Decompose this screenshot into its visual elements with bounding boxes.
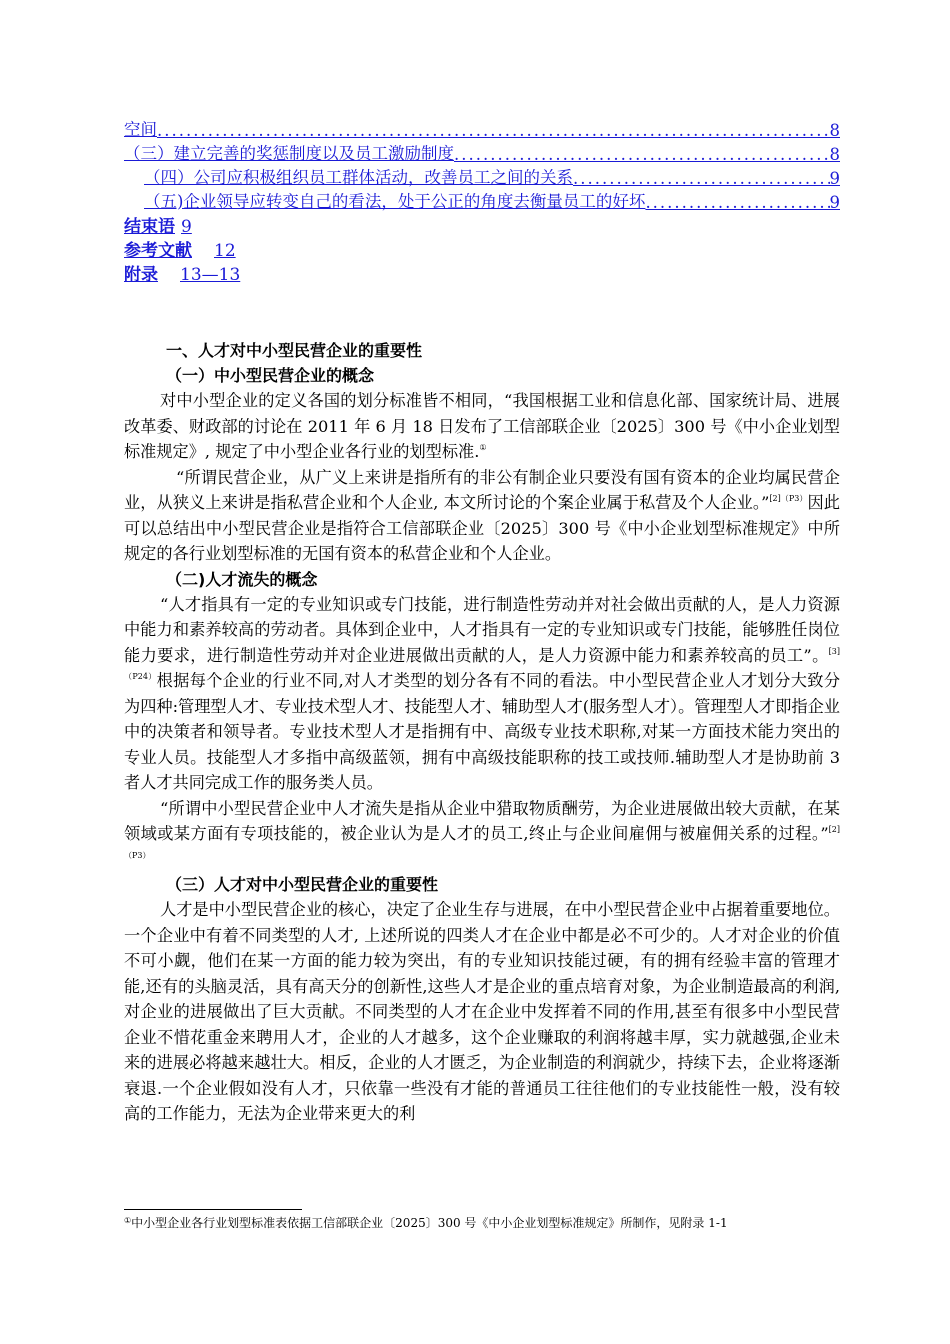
paragraph-text: 人才是中小型民营企业的核心，决定了企业生存与进展，在中小型民营企业中占据着重要地位。一个企业中有着不同类型的人才, 上述所说的四类人才在企业中都是必不可少的。人才对企业的价值不可小觑，他们在某一方面的能力较为突出，有的专业知识技能过硬，有的拥有经验丰富的管理才能,还有的头脑灵活，具有高天分的创新性,这些人才是企业的重点培育对象，为企业制造最高的利润,对企业的进展做出了巨大贡献。不同类型的人才在企业中发挥着不同的作用,甚至有很多中小型民营企业不惜花重金来聘用人才，企业的人才越多，这个企业赚取的利润将越丰厚，实力就越强,企业未来的进展必将越来越壮大。相反，企业的人才匮乏，为企业制造的利润就少，持续下去，企业将逐渐衰退.一个企业假如没有人才，只依靠一些没有才能的普通员工往往他们的专业技能性一般，没有较高的工作能力，无法为企业带来更大的利 — [124, 900, 840, 1123]
paragraph — [124, 592, 840, 796]
paragraph — [124, 897, 840, 1127]
toc-leader-dots — [454, 145, 830, 164]
toc-leader-dots — [645, 193, 829, 212]
paragraph-text: “所谓中小型民营企业中人才流失是指从企业中猎取物质酬劳，为企业进展做出较大贡献，在某领域或某方面有专项技能的，被企业认为是人才的员工,终止与企业间雇佣与被雇佣关系的过程。” — [124, 798, 840, 843]
toc-entry-page: 9 — [829, 193, 840, 212]
toc-leader-dots — [157, 121, 830, 140]
footnote-separator — [124, 1209, 302, 1210]
toc-entry-conclusion[interactable] — [124, 212, 840, 236]
citation-marker: [3]（P24） — [124, 646, 840, 681]
paragraph — [124, 465, 840, 567]
toc-main-label: 参考文献 — [124, 241, 192, 261]
footnote-mark: ① — [124, 1216, 132, 1225]
subsection-heading-importance: （三）人才对中小型民营企业的重要性 — [166, 875, 439, 894]
toc-entry-page: 9 — [829, 169, 840, 188]
paragraph — [124, 796, 840, 873]
toc-entry-text: （五)企业领导应转变自己的看法，处于公正的角度去衡量员工的好坏 — [144, 192, 646, 211]
section-heading: 一、人才对中小型民营企业的重要性 — [166, 341, 423, 360]
toc-entry-appendix[interactable] — [124, 260, 840, 284]
citation-marker: [2]（P3） — [124, 825, 840, 860]
footnote — [124, 1214, 728, 1231]
toc-main-page: 9 — [181, 217, 192, 237]
footnote-text: 中小型企业各行业划型标准表依据工信部联企业〔2025〕300 号《中小企业划型标准规定》所制作，见附录 1-1 — [131, 1216, 728, 1230]
paragraph-text: 对中小型企业的定义各国的划分标准皆不相同，“我国根据工业和信息化部、国家统计局、进展改革委、财政部的讨论在 2011 年 6 月 18 日发布了工信部联企业〔2025〕300 号《中小企业划型标准规定》, 规定了中小型企业各行业的划型标准. — [124, 391, 840, 461]
toc-entry-group-activities[interactable] — [124, 164, 840, 188]
subsection-heading-talent-loss: （二)人才流失的概念 — [166, 569, 318, 589]
toc-entry-leader-attitude[interactable] — [124, 188, 840, 212]
toc-leader-dots — [573, 169, 830, 188]
toc-entry-text: （四）公司应积极组织员工群体活动，改善员工之间的关系 — [144, 168, 573, 187]
toc-entry-page: 8 — [829, 145, 840, 164]
paragraph-text: “所谓民营企业，从广义上来讲是指所有的非公有制企业只要没有国有资本的企业均属民营企业，从狭义上来讲是指私营企业和个人企业, 本文所讨论的个案企业属于私营及个人企业。” — [124, 467, 840, 512]
toc-entry-references[interactable] — [124, 236, 840, 260]
subsection-heading-concept: （一）中小型民营企业的概念 — [166, 366, 375, 385]
toc-main-page: 13—13 — [180, 265, 241, 285]
citation-marker: [2]（P3） — [769, 494, 808, 503]
paragraph-text: 根据每个企业的行业不同,对人才类型的划分各有不同的看法。中小型民营企业人才划分大致分为四种:管理型人才、专业技术型人才、技能型人才、辅助型人才(服务型人才）。管理型人才即指企业中的决策者和领导者。专业技术型人才是指拥有中、高级专业技术职称,对某一方面技术能力突出的专业人员。技能型人才多指中高级蓝领，拥有中高级技能职称的技工或技师.辅助型人才是协助前 3 者人才共同完成工作的服务类人员。 — [124, 671, 841, 792]
paragraph-text: 因此可以总结出中小型民营企业是指符合工信部联企业〔2025〕300 号《中小企业划型标准规定》中所规定的各行业划型标准的无国有资本的私营企业和个人企业。 — [124, 493, 840, 563]
toc-main-page: 12 — [214, 241, 236, 261]
paragraph-text: “人才指具有一定的专业知识或专门技能，进行制造性劳动并对社会做出贡献的人，是人力资源中能力和素养较高的劳动者。具体到企业中，人才指具有一定的专业知识或专门技能，能够胜任岗位能力要求，进行制造性劳动并对企业进展做出贡献的人，是人力资源中能力和素养较高的员工”。 — [124, 594, 840, 665]
table-of-contents — [124, 116, 840, 284]
paragraph — [124, 388, 840, 465]
footnote-marker[interactable]: ① — [479, 443, 487, 452]
document-body — [124, 338, 840, 1127]
toc-main-label: 结束语 — [124, 217, 175, 237]
toc-entry-page: 8 — [829, 121, 840, 140]
toc-entry-text: 空间 — [124, 120, 157, 139]
toc-entry-text: （三）建立完善的奖惩制度以及员工激励制度 — [124, 144, 454, 163]
toc-entry-reward-system[interactable] — [124, 140, 840, 164]
toc-main-label: 附录 — [124, 265, 158, 285]
toc-entry-space[interactable] — [124, 116, 840, 140]
